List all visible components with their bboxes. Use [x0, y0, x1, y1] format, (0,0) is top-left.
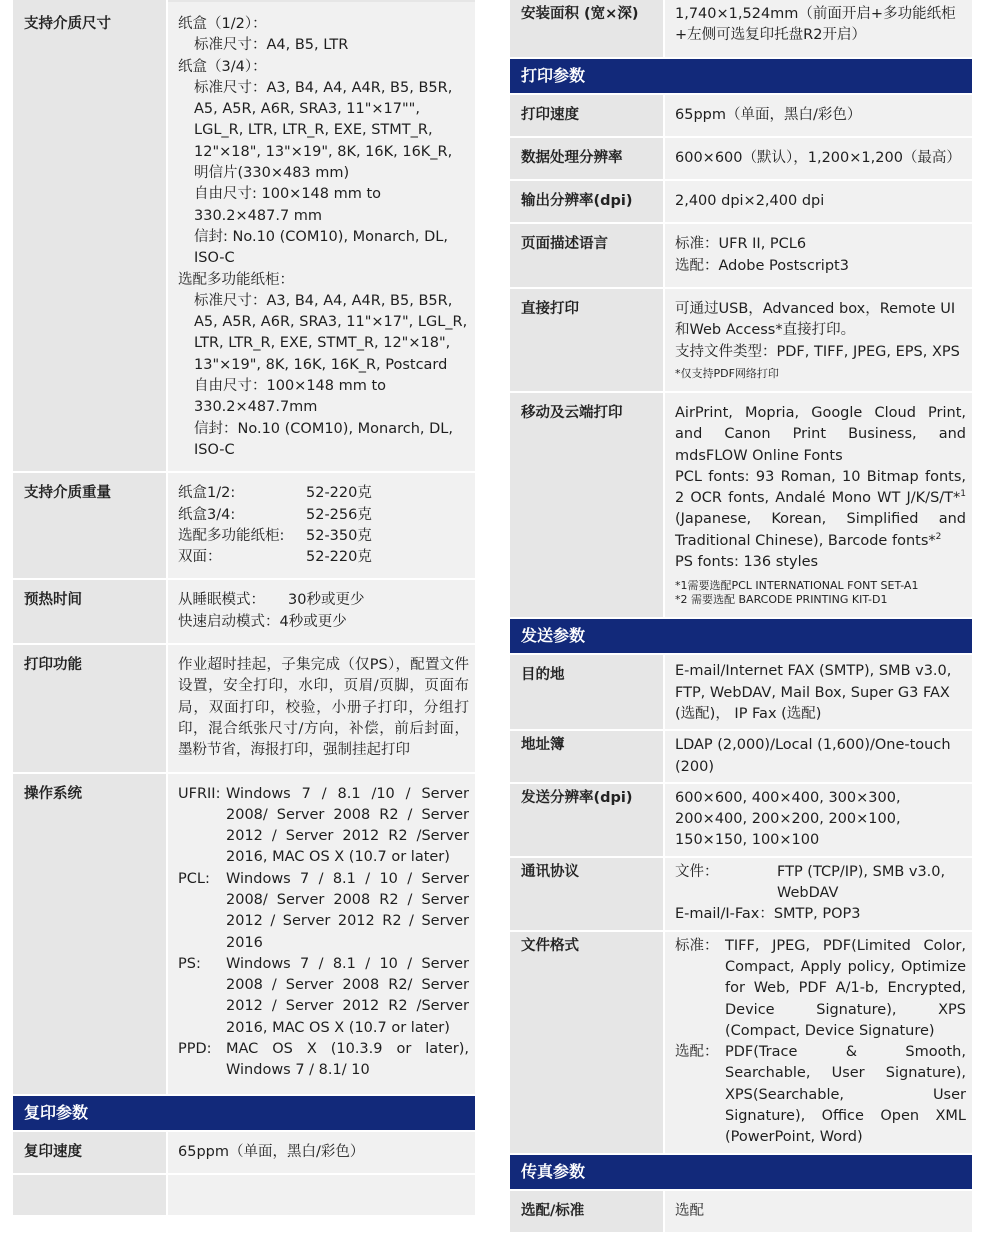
section-title: 打印参数 [510, 58, 972, 94]
spec-row-address-book [510, 730, 972, 783]
left-spec-column [13, 0, 475, 1217]
spec-row-cutoff [13, 1174, 475, 1216]
section-header-print [510, 58, 972, 94]
section-title: 传真参数 [510, 1154, 972, 1190]
spec-label: 通讯协议 [510, 857, 664, 931]
os-line [178, 869, 469, 954]
spec-value: 1,740×1,524mm（前面开启+多功能纸柜+左侧可选复印托盘R2开启） [664, 0, 972, 58]
text-line: 信封: No.10 (COM10), Monarch, DL, ISO-C [194, 228, 448, 267]
spec-row-processing-resolution [510, 137, 972, 180]
text-line: 支持文件类型：PDF, TIFF, JPEG, EPS, XPS [675, 343, 960, 360]
spec-label: 预热时间 [13, 579, 167, 644]
text-line: 标准尺寸：A4, B5, LTR [194, 37, 349, 54]
spec-row-print-speed [510, 94, 972, 137]
footnote: *仅支持PDF网络打印 [675, 366, 779, 380]
spec-row-pdl [510, 223, 972, 288]
spec-row-protocol [510, 857, 972, 931]
spec-value [167, 1174, 475, 1216]
spec-value: E-mail/Internet FAX (SMTP), SMB v3.0, FTP, WebDAV, Mail Box, Super G3 FAX (选配)， IP Fax (选配) [664, 654, 972, 730]
kv-value: 52-256克 [306, 506, 372, 523]
kv-line [675, 1042, 966, 1148]
spec-value: 2,400 dpi×2,400 dpi [664, 180, 972, 223]
footnote: *2 需要选配 BARCODE PRINTING KIT-D1 [675, 593, 888, 607]
section-title: 发送参数 [510, 618, 972, 654]
spec-row-warmup [13, 579, 475, 644]
spec-row-output-resolution [510, 180, 972, 223]
spec-label: 地址簿 [510, 730, 664, 783]
os-line [178, 784, 469, 869]
kv-line [178, 526, 469, 547]
spec-value: 600×600（默认），1,200×1,200（最高） [664, 137, 972, 180]
kv-key: E-mail/I-Fax： [675, 906, 774, 923]
spec-value: LDAP (2,000)/Local (1,600)/One-touch (200) [664, 730, 972, 783]
section-header-copy [13, 1095, 475, 1131]
kv-value: 52-220克 [306, 485, 372, 502]
spec-value [664, 288, 972, 392]
kv-line [675, 862, 966, 905]
spec-label: 打印速度 [510, 94, 664, 137]
text-segment: (Japanese, Korean, Simplified and Traditional Chinese), Barcode fonts* [675, 511, 966, 549]
os-value: Windows 7 / 8.1 / 10 / Server 2008 / Server 2008 R2/ Server 2012 / Server 2012 R2 /Server 2016, MAC OS X (10.7 or later) [226, 955, 469, 1036]
spec-value [167, 1, 475, 472]
kv-line [178, 505, 469, 526]
spec-value [167, 472, 475, 579]
spec-label: 输出分辨率(dpi) [510, 180, 664, 223]
spec-row-os [13, 773, 475, 1095]
text-line: 信封：No.10 (COM10), Monarch, DL, ISO-C [194, 420, 453, 458]
os-value: Windows 7 / 8.1 / 10 / Server 2008/ Server 2008 R2 / Server 2012 / Server 2012 R2 / Server 2016 [226, 870, 469, 951]
kv-line [675, 904, 966, 925]
kv-line [178, 547, 469, 568]
spec-label: 目的地 [510, 654, 664, 730]
os-key: UFRII: [178, 785, 221, 802]
kv-value: 52-350克 [306, 527, 372, 544]
kv-line [178, 483, 469, 504]
kv-line [178, 590, 469, 611]
spec-value [664, 223, 972, 288]
spec-label: 数据处理分辨率 [510, 137, 664, 180]
spec-label: 安装面积 (宽×深) [510, 0, 664, 58]
kv-line [675, 936, 966, 1042]
os-key: PCL: [178, 870, 210, 887]
text-line: 纸盒（1/2）： [178, 16, 267, 32]
spec-value: 600×600, 400×400, 300×300, 200×400, 200×200, 200×100, 150×150, 100×100 [664, 783, 972, 857]
kv-value: TIFF, JPEG, PDF(Limited Color, Compact, Apply policy, Optimize for Web, PDF A/1-b, Encrypted, Device Signature), XPS (Compact, Device Signature) [725, 937, 966, 1039]
kv-key: 标准： [675, 937, 719, 954]
spec-label: 支持介质尺寸 [13, 1, 167, 472]
text-line [675, 467, 966, 552]
text-line: 可通过USB，Advanced box，Remote UI和Web Access*直接打印。 [675, 301, 956, 339]
text-line: 标准尺寸：A3, B4, A4, A4R, B5, B5R, A5, A5R, A6R, SRA3, 11"×17"", LGL_R, LTR, LTR_R, EXE, STMT_R, 12"×18", 13"×19", 8K, 16K, 16K_R, 明信片(330×483 mm) [194, 79, 453, 182]
spec-label: 选配/标准 [510, 1190, 664, 1233]
text-line: AirPrint, Mopria, Google Cloud Print, and Canon Print Business, and mdsFLOW Online Fonts [675, 404, 966, 464]
kv-key: 纸盒1/2: [178, 485, 236, 502]
kv-key: 纸盒3/4: [178, 506, 236, 523]
spec-row-print-functions [13, 644, 475, 772]
kv-key: 从睡眠模式： [178, 592, 265, 609]
spec-label: 复印速度 [13, 1131, 167, 1174]
spec-label: 移动及云端打印 [510, 392, 664, 618]
spec-label: 操作系统 [13, 773, 167, 1095]
text-line: 自由尺寸: 100×148 mm to 330.2×487.7 mm [194, 186, 382, 224]
spec-label: 支持介质重量 [13, 472, 167, 579]
kv-line [178, 612, 469, 633]
spec-label: 文件格式 [510, 931, 664, 1154]
text-line: 选配多功能纸柜： [178, 271, 294, 288]
spec-row-mobile-print [510, 392, 972, 618]
kv-value: PDF(Trace & Smooth, Searchable, User Signature), XPS(Searchable, User Signature), Office Open XML (PowerPoint, Word) [725, 1044, 966, 1146]
kv-key: 文件： [675, 863, 719, 880]
spec-row-destination [510, 654, 972, 730]
kv-key: 双面： [178, 549, 222, 566]
spec-row-fax-option [510, 1190, 972, 1233]
kv-key: 选配多功能纸柜: [178, 527, 285, 544]
superscript: 1 [960, 489, 966, 500]
text-line: 自由尺寸：100×148 mm to 330.2×487.7mm [194, 378, 387, 416]
spec-row-media-weight [13, 472, 475, 579]
spec-value: 选配 [664, 1190, 972, 1233]
spec-value: 65ppm（单面，黑白/彩色） [664, 94, 972, 137]
os-line [178, 954, 469, 1039]
text-line: 纸盒（3/4）： [178, 58, 267, 75]
footnote: *1需要选配PCL INTERNATIONAL FONT SET-A1 [675, 579, 919, 593]
superscript: 2 [935, 531, 942, 542]
kv-key: 选配： [675, 1044, 719, 1061]
os-key: PS: [178, 955, 201, 972]
kv-value: 52-220克 [306, 549, 372, 566]
right-spec-table [510, 0, 972, 1234]
spec-value [664, 931, 972, 1154]
spec-value [167, 579, 475, 644]
text-line: PS fonts: 136 styles [675, 554, 819, 571]
text-line: 标准尺寸：A3, B4, A4, A4R, B5, B5R, A5, A5R, A6R, SRA3, 11"×17", LGL_R, LTR, LTR_R, EXE, STMT_R, 12"×18", 13"×19", 8K, 16K, 16K_R, Postcard [194, 292, 468, 373]
kv-key: 快速启动模式： [178, 613, 280, 630]
os-line [178, 1039, 469, 1082]
spec-row-media-size [13, 1, 475, 472]
spec-label [13, 1174, 167, 1216]
kv-value: SMTP, POP3 [773, 906, 861, 923]
spec-label: 打印功能 [13, 644, 167, 772]
spec-row-send-resolution [510, 783, 972, 857]
spec-label: 发送分辨率(dpi) [510, 783, 664, 857]
section-title: 复印参数 [13, 1095, 475, 1131]
kv-value: 30秒或更少 [288, 592, 365, 609]
spec-value: 作业超时挂起，子集完成（仅PS），配置文件设置，安全打印，水印，页眉/页脚，页面布局，双面打印，校验，小册子打印，分组打印，混合纸张尺寸/方向，补偿，前后封面，墨粉节省，海报打印，强制挂起打印 [167, 644, 475, 772]
left-spec-table [13, 0, 475, 1217]
section-header-send [510, 618, 972, 654]
spec-value [664, 857, 972, 931]
spec-label: 页面描述语言 [510, 223, 664, 288]
spec-row-file-format [510, 931, 972, 1154]
spec-row-install-area [510, 0, 972, 58]
spec-value [664, 392, 972, 618]
spec-value: 65ppm（单面，黑白/彩色） [167, 1131, 475, 1174]
os-value: Windows 7 / 8.1 /10 / Server 2008/ Server 2008 R2 / Server 2012 / Server 2012 R2 /Server 2016, MAC OS X (10.7 or later) [226, 785, 469, 866]
os-key: PPD: [178, 1041, 212, 1058]
spec-value [167, 773, 475, 1095]
kv-value: FTP (TCP/IP), SMB v3.0, WebDAV [777, 863, 946, 902]
section-header-fax [510, 1154, 972, 1190]
spec-row-direct-print [510, 288, 972, 392]
text-line: 选配：Adobe Postscript3 [675, 257, 849, 274]
spec-row-copy-speed [13, 1131, 475, 1174]
right-spec-column [510, 0, 972, 1234]
text-line: 标准：UFR II, PCL6 [675, 236, 807, 253]
text-segment: PCL fonts: 93 Roman, 10 Bitmap fonts, 2 OCR fonts, Andalé Mono WT J/K/S/T* [675, 468, 966, 507]
kv-value: 4秒或更少 [279, 613, 347, 630]
spec-label: 直接打印 [510, 288, 664, 392]
os-value: MAC OS X (10.3.9 or later), Windows 7 / 8.1/ 10 [226, 1041, 469, 1079]
